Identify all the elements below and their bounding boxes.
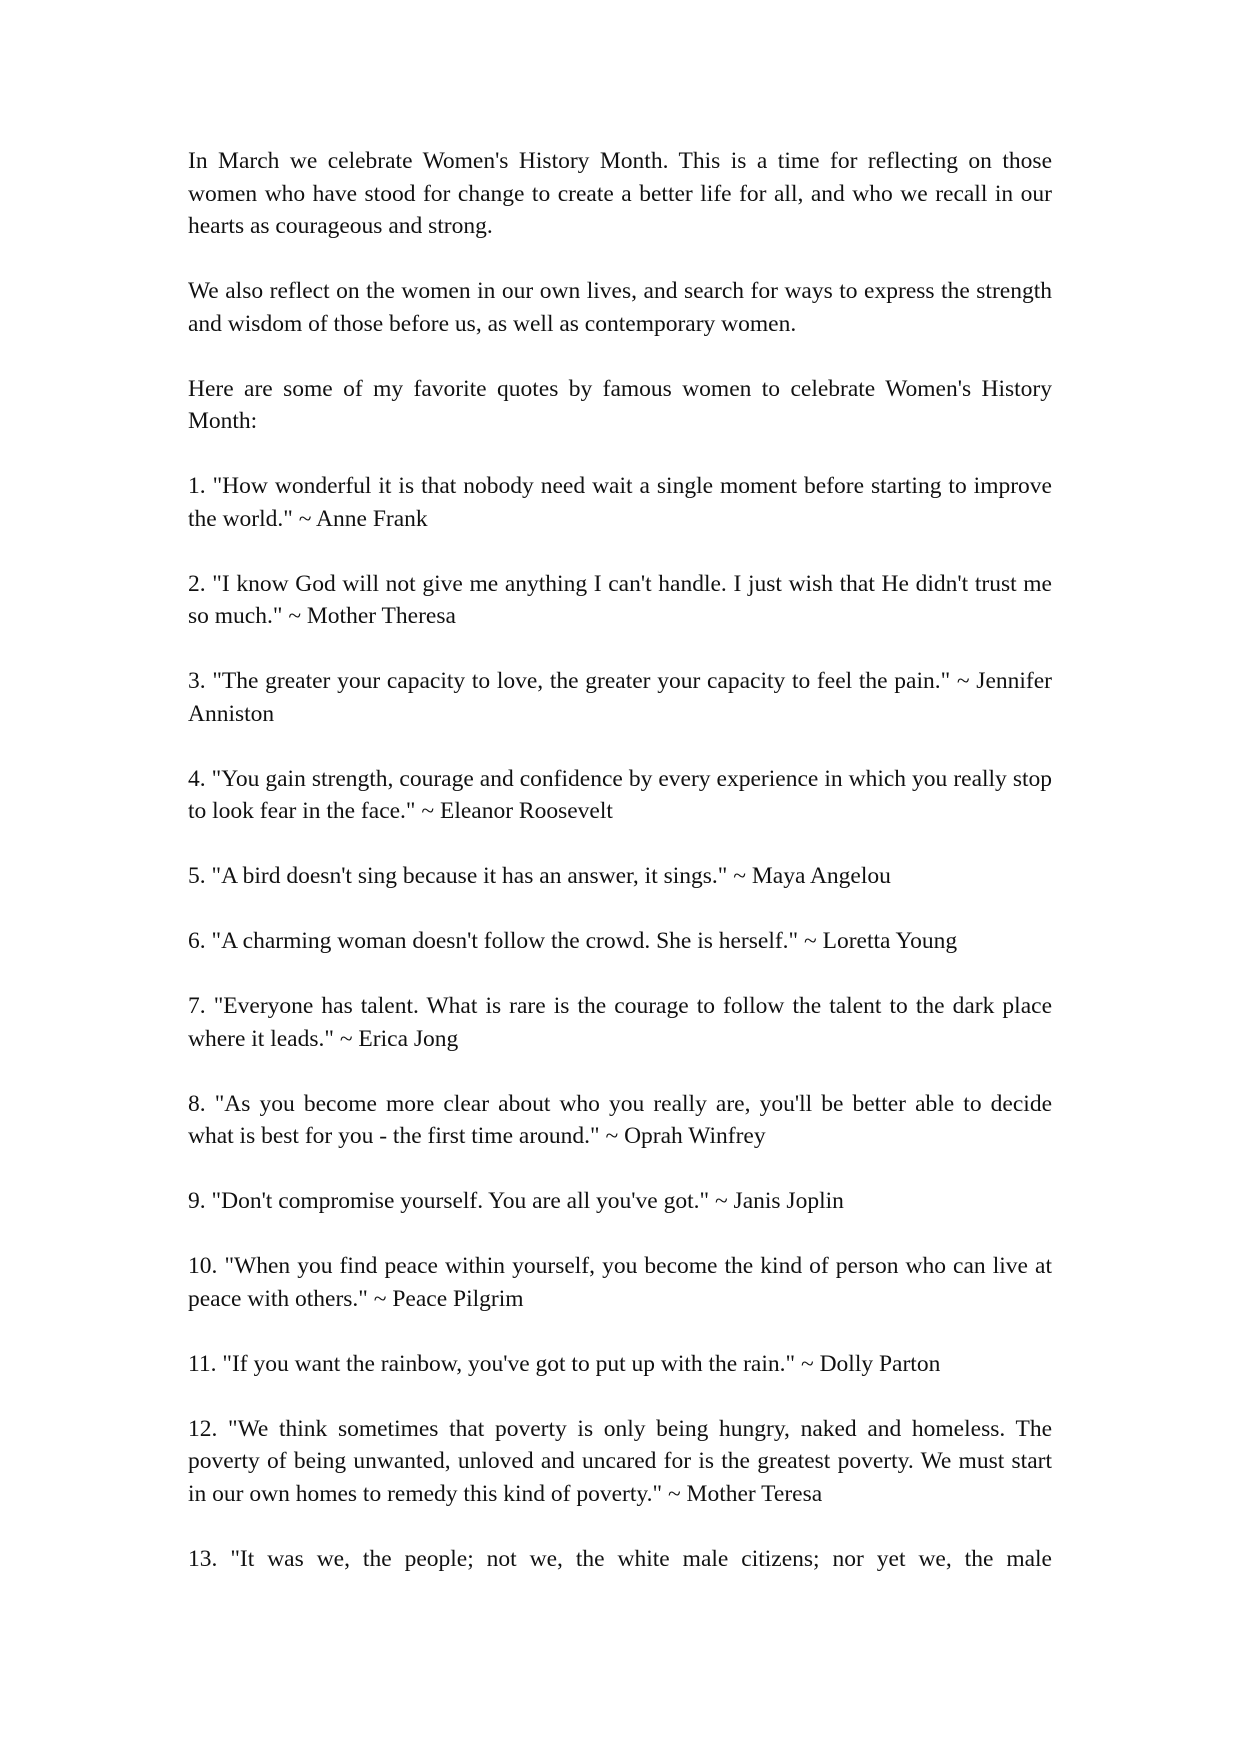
quote-item: 11. "If you want the rainbow, you've got to put up with the rain." ~ Dolly Parton [188,1350,941,1377]
quote-item: 3. "The greater your capacity to love, the greater your capacity to feel the pain." ~ Jennifer Anniston [188,668,1052,727]
quote-item: 4. "You gain strength, courage and confidence by every experience in which you really stop to look fear in the face." ~ Eleanor Roosevelt [188,765,1052,824]
quote-item: 7. "Everyone has talent. What is rare is the courage to follow the talent to the dark place where it leads." ~ Erica Jong [188,993,1052,1052]
quote-item: 5. "A bird doesn't sing because it has an answer, it sings." ~ Maya Angelou [188,863,891,889]
quotes-intro: Here are some of my favorite quotes by famous women to celebrate Women's History Month: [188,375,1052,434]
quote-item: 2. "I know God will not give me anything I can't handle. I just wish that He didn't trust me so much." ~ Mother Theresa [188,570,1052,629]
quote-item: 13. "It was we, the people; not we, the white male citizens; nor yet we, the male [188,1545,1052,1572]
reflection-paragraph: We also reflect on the women in our own lives, and search for ways to express the strength and wisdom of those before us, as well as contemporary women. [188,278,1052,337]
document-body [188,145,1052,1608]
quote-item: 10. "When you find peace within yourself, you become the kind of person who can live at peace with others." ~ Peace Pilgrim [188,1253,1052,1312]
quote-item: 12. "We think sometimes that poverty is only being hungry, naked and homeless. The poverty of being unwanted, unloved and uncared for is the greatest poverty. We must start in our own homes to remedy this kind of poverty." ~ Mother Teresa [188,1415,1052,1507]
intro-paragraph: In March we celebrate Women's History Month. This is a time for reflecting on those women who have stood for change to create a better life for all, and who we recall in our hearts as courageous and strong. [188,148,1052,239]
quote-item: 6. "A charming woman doesn't follow the crowd. She is herself." ~ Loretta Young [188,928,958,954]
quote-item: 8. "As you become more clear about who you really are, you'll be better able to decide what is best for you - the first time around." ~ Oprah Winfrey [188,1090,1052,1149]
quote-item: 9. "Don't compromise yourself. You are all you've got." ~ Janis Joplin [188,1188,844,1214]
quote-item: 1. "How wonderful it is that nobody need wait a single moment before starting to improve the world." ~ Anne Frank [188,473,1052,532]
